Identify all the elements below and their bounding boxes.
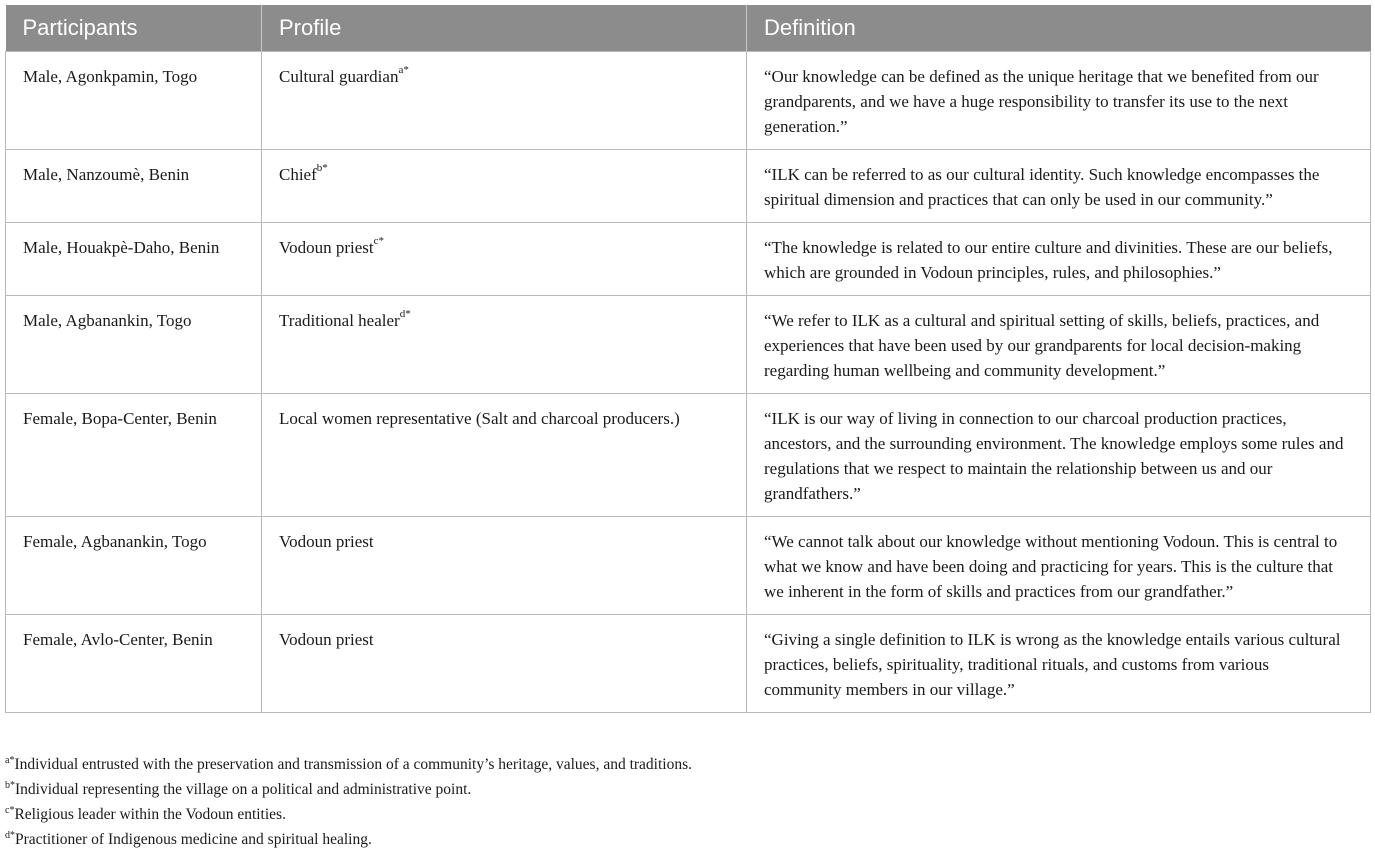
participant-cell: Male, Houakpè-Daho, Benin [6,223,262,296]
footnote-mark: d* [399,308,411,321]
footnote-mark: c* [5,804,15,816]
profile-text: Vodoun priest [279,630,374,649]
footnote-d [5,827,1370,852]
profile-text: Vodoun priest [279,532,374,551]
header-participants: Participants [6,5,262,52]
header-definition: Definition [747,5,1371,52]
participant-cell: Male, Agbanankin, Togo [6,296,262,394]
footnote-mark: b* [316,162,328,175]
participants-table-container [5,5,1370,713]
table-footnotes [5,752,1370,852]
profile-text: Traditional healer [279,311,400,330]
profile-cell [262,394,747,517]
profile-cell [262,296,747,394]
profile-cell [262,517,747,615]
footnote-b [5,777,1370,802]
profile-text: Local women representative (Salt and charcoal producers.) [279,409,680,428]
footnote-mark: d* [5,829,15,841]
footnote-text: Religious leader within the Vodoun entities. [14,806,286,823]
table-row [6,517,1371,615]
table-row [6,296,1371,394]
footnote-mark: a* [5,754,15,766]
profile-cell [262,150,747,223]
profile-cell [262,223,747,296]
table-header-row [6,5,1371,52]
footnote-mark: b* [5,779,15,791]
footnote-c [5,802,1370,827]
participant-cell: Male, Agonkpamin, Togo [6,52,262,150]
footnote-text: Individual representing the village on a political and administrative point. [15,781,472,798]
definition-cell: “ILK can be referred to as our cultural identity. Such knowledge encompasses the spiritual dimension and practices that can only be used in our community.” [747,150,1371,223]
participant-cell: Male, Nanzoumè, Benin [6,150,262,223]
profile-text: Cultural guardian [279,67,399,86]
table-row [6,223,1371,296]
definition-cell: “We refer to ILK as a cultural and spiritual setting of skills, beliefs, practices, and experiences that have been used by our grandparents for local decision-making regarding human wellbeing and community development.” [747,296,1371,394]
definition-cell: “Giving a single definition to ILK is wrong as the knowledge entails various cultural practices, beliefs, spirituality, traditional rituals, and customs from various community members in our village.” [747,615,1371,713]
table-row [6,52,1371,150]
table-row [6,615,1371,713]
footnote-a [5,752,1370,777]
header-profile: Profile [262,5,747,52]
definition-cell: “The knowledge is related to our entire culture and divinities. These are our beliefs, which are grounded in Vodoun principles, rules, and philosophies.” [747,223,1371,296]
participant-cell: Female, Bopa-Center, Benin [6,394,262,517]
profile-text: Chief [279,165,317,184]
footnote-text: Practitioner of Indigenous medicine and spiritual healing. [15,831,372,848]
definition-cell: “Our knowledge can be defined as the unique heritage that we benefited from our grandparents, and we have a huge responsibility to transfer its use to the next generation.” [747,52,1371,150]
table-row [6,394,1371,517]
table-row [6,150,1371,223]
definition-cell: “We cannot talk about our knowledge without mentioning Vodoun. This is central to what we know and have been doing and practicing for years. This is the culture that we inherent in the form of skills and practices from our grandfather.” [747,517,1371,615]
definition-cell: “ILK is our way of living in connection to our charcoal production practices, ancestors, and the surrounding environment. The knowledge employs some rules and regulations that we respect to maintain the relationship between us and our grandfathers.” [747,394,1371,517]
participant-cell: Female, Avlo-Center, Benin [6,615,262,713]
profile-cell [262,52,747,150]
profile-text: Vodoun priest [279,238,374,257]
profile-cell [262,615,747,713]
participant-cell: Female, Agbanankin, Togo [6,517,262,615]
footnote-mark: a* [398,64,409,77]
footnote-mark: c* [373,235,384,248]
footnote-text: Individual entrusted with the preservation and transmission of a community’s heritage, values, and traditions. [14,756,692,773]
participants-table [5,5,1371,713]
